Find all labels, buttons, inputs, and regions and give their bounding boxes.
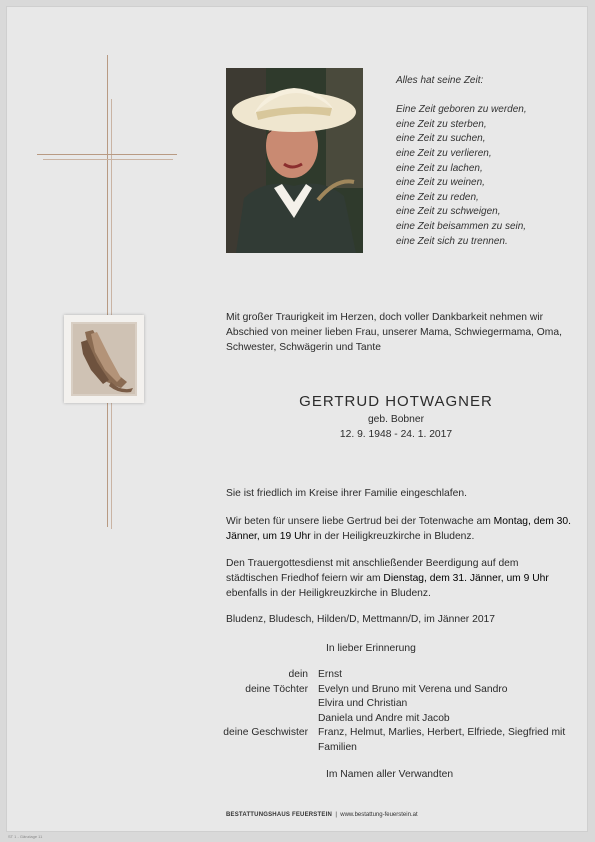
poem-line: eine Zeit zu verlieren, (396, 147, 492, 159)
family-row (190, 726, 568, 755)
footer-separator: | (335, 812, 337, 818)
poem-line: Eine Zeit geboren zu werden, (396, 104, 527, 116)
poem-line: eine Zeit sich zu trennen. (396, 235, 508, 247)
wake-text-start: Wir beten für unsere liebe Gertrud bei der Totenwache am (226, 516, 494, 527)
poem-line: eine Zeit beisammen zu sein, (396, 220, 527, 232)
paragraph-funeral (226, 556, 571, 601)
places-date: Bludenz, Bludesch, Hilden/D, Mettmann/D, im Jänner 2017 (226, 614, 496, 625)
funeral-text-end: ebenfalls in der Heiligkreuzkirche in Bludenz. (226, 588, 431, 599)
paragraph-passed-away: Sie ist friedlich im Kreise ihrer Familie eingeschlafen. (226, 488, 467, 499)
closing-line: Im Namen aller Verwandten (326, 769, 454, 780)
family-names: Evelyn und Bruno mit Verena und Sandro (318, 683, 508, 695)
family-list (190, 668, 568, 755)
family-names: Franz, Helmut, Marlies, Herbert, Elfriede, Siegfried mit Familien (318, 727, 566, 753)
poem-intro: Alles hat seine Zeit: (396, 75, 484, 86)
family-relation: deine Töchter (245, 683, 308, 695)
family-relation: dein (288, 669, 308, 680)
cross-vertical-line-secondary (111, 99, 112, 529)
poem-line: eine Zeit zu suchen, (396, 133, 486, 145)
family-row (190, 668, 568, 683)
funeral-text-start: Den Trauergottesdienst mit anschließender Beerdigung auf dem städtischen Friedhof feiern wir am (226, 558, 519, 584)
poem-line: eine Zeit zu schweigen, (396, 206, 501, 218)
poem-line: eine Zeit zu sterben, (396, 118, 487, 130)
family-relation: deine Geschwister (223, 727, 308, 738)
paragraph-wake (226, 514, 571, 544)
deceased-name: GERTRUD HOTWAGNER (299, 393, 493, 410)
family-names: Elvira und Christian (318, 698, 408, 709)
intro-paragraph: Mit großer Traurigkeit im Herzen, doch voller Dankbarkeit nehmen wir Abschied von meiner lieben Frau, unserer Mama, Schwiegermama, Oma, Schwester, Schwägerin und Tante (226, 312, 562, 353)
family-row (190, 683, 568, 727)
poem-line: eine Zeit zu weinen, (396, 177, 485, 189)
corner-code: ST 1 - Gänzlage 11 (8, 834, 43, 839)
in-memory: In lieber Erinnerung (326, 643, 416, 654)
cross-vertical-line (107, 55, 108, 527)
funeral-home-name: BESTATTUNGSHAUS FEUERSTEIN (226, 812, 332, 818)
wake-text-end: in der Heiligkreuzkirche in Bludenz. (310, 531, 475, 542)
life-dates: 12. 9. 1948 - 24. 1. 2017 (339, 429, 453, 440)
family-names: Ernst (318, 669, 343, 680)
family-names: Daniela und Andre mit Jacob (318, 712, 450, 724)
wake-datetime: Montag, dem 30. Jänner, um 19 Uhr (226, 516, 571, 542)
praying-hands-icon (64, 315, 144, 403)
poem-line: eine Zeit zu reden, (396, 191, 479, 203)
footer (226, 812, 418, 818)
funeral-datetime: Dienstag, dem 31. Jänner, um 9 Uhr (383, 573, 549, 584)
poem-line: eine Zeit zu lachen, (396, 162, 483, 174)
birth-name: geb. Bobner (367, 414, 425, 425)
cross-horizontal-line (37, 154, 177, 155)
footer-url[interactable]: www.bestattung-feuerstein.at (340, 812, 418, 818)
cross-horizontal-line-secondary (43, 159, 173, 160)
portrait-photo (226, 68, 363, 253)
poem (396, 74, 527, 249)
